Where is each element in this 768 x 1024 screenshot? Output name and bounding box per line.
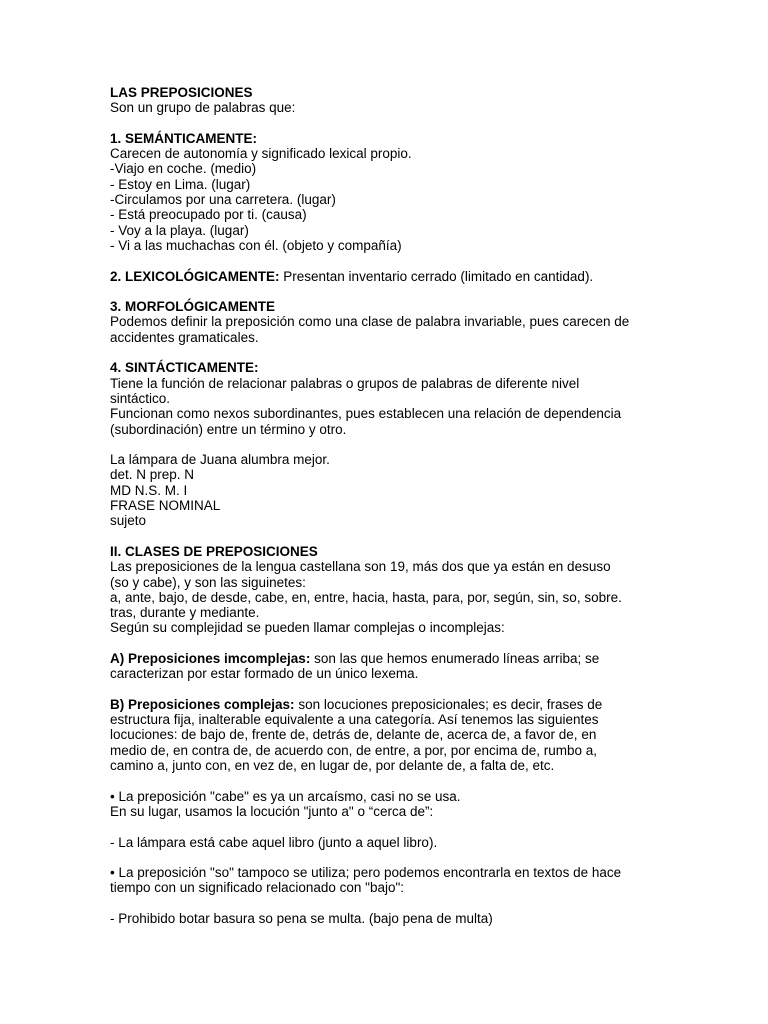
paragraph-line: (so y cabe), y son las siguinetes: <box>110 574 306 590</box>
paragraph-line <box>110 697 670 712</box>
bullet-line: • La preposición "so" tampoco se utiliza; pero podemos encontrarla en textos de hace <box>110 865 622 881</box>
example-line: - Vi a las muchachas con él. (objeto y compañía) <box>110 237 402 253</box>
paragraph-line: medio de, en contra de, de acuerdo con, de entre, a por, por encima de, rumbo a, <box>110 742 598 758</box>
example-line: -Viajo en coche. (medio) <box>110 161 257 177</box>
analysis-line: det. N prep. N <box>110 467 195 483</box>
paragraph-line: locuciones: de bajo de, frente de, detrás de, delante de, acerca de, a favor de, en <box>110 727 597 743</box>
paragraph-line: a, ante, bajo, de desde, cabe, en, entre, hacia, hasta, para, por, según, sin, so, sobre. <box>110 589 622 605</box>
section-heading: II. CLASES DE PREPOSICIONES <box>110 543 318 559</box>
paragraph-text: Presentan inventario cerrado (limitado en cantidad). <box>279 268 594 284</box>
paragraph-text: son locuciones preposicionales; es decir, frases de <box>294 696 603 712</box>
example-line: -Circulamos por una carretera. (lugar) <box>110 192 336 208</box>
so-note <box>110 865 670 896</box>
paragraph-line <box>110 269 670 284</box>
subsection-heading: B) Preposiciones complejas: <box>110 696 295 712</box>
bullet-line: • La preposición "cabe" es ya un arcaísmo, casi no se usa. <box>110 788 461 804</box>
example-line: - Voy a la playa. (lugar) <box>110 222 249 238</box>
cabe-note <box>110 789 670 820</box>
section-heading: 2. LEXICOLÓGICAMENTE: <box>110 268 280 284</box>
section-lexicologicamente <box>110 269 670 284</box>
paragraph-line: En su lugar, usamos la locución "junto a" o “cerca de”: <box>110 803 434 819</box>
paragraph-line: tiempo con un significado relacionado con "bajo": <box>110 880 405 896</box>
section-complejas <box>110 697 670 773</box>
paragraph-line: camino a, junto con, en vez de, en lugar de, por delante de, a falta de, etc. <box>110 758 555 774</box>
example-line: - Está preocupado por ti. (causa) <box>110 207 307 223</box>
analysis-line: sujeto <box>110 513 147 529</box>
cabe-example <box>110 835 670 850</box>
paragraph-line <box>110 651 670 666</box>
section-sintacticamente <box>110 360 670 436</box>
paragraph-text: son las que hemos enumerado líneas arriba; se <box>310 650 600 666</box>
document-title: LAS PREPOSICIONES <box>110 85 253 100</box>
paragraph-line: estructura fija, inalterable equivalente a una categoría. Así tenemos las siguientes <box>110 712 599 728</box>
intro-text: Son un grupo de palabras que: <box>110 100 296 116</box>
analysis-line: MD N.S. M. I <box>110 482 188 498</box>
section-heading: 4. SINTÁCTICAMENTE: <box>110 360 259 376</box>
section-heading: 3. MORFOLÓGICAMENTE <box>110 299 275 315</box>
example-sentence: La lámpara de Juana alumbra mejor. <box>110 452 330 468</box>
section-clases <box>110 544 670 636</box>
syntax-example <box>110 452 670 528</box>
so-example <box>110 911 670 926</box>
paragraph-line: Según su complejidad se pueden llamar complejas o incomplejas: <box>110 620 505 636</box>
subsection-heading: A) Preposiciones imcomplejas: <box>110 650 311 666</box>
paragraph-line: Carecen de autonomía y significado lexical propio. <box>110 146 412 162</box>
example-line: - Estoy en Lima. (lugar) <box>110 176 251 192</box>
example-line: - La lámpara está cabe aquel libro (junto a aquel libro). <box>110 834 438 850</box>
paragraph-line: Funcionan como nexos subordinantes, pues establecen una relación de dependencia <box>110 406 622 422</box>
section-semanticamente <box>110 131 670 253</box>
document-page <box>110 85 670 942</box>
section-incomplejas <box>110 651 670 682</box>
section-heading: 1. SEMÁNTICAMENTE: <box>110 130 258 146</box>
paragraph-line: sintáctico. <box>110 390 171 406</box>
paragraph-line: Tiene la función de relacionar palabras o grupos de palabras de diferente nivel <box>110 375 580 391</box>
paragraph-line: accidentes gramaticales. <box>110 329 259 345</box>
example-line: - Prohibido botar basura so pena se multa. (bajo pena de multa) <box>110 911 493 927</box>
analysis-line: FRASE NOMINAL <box>110 498 221 514</box>
paragraph-line: Las preposiciones de la lengua castellana son 19, más dos que ya están en desuso <box>110 559 611 575</box>
paragraph-line: tras, durante y mediante. <box>110 605 260 621</box>
paragraph-line: (subordinación) entre un término y otro. <box>110 421 347 437</box>
title-block <box>110 85 670 116</box>
paragraph-line: caracterizan por estar formado de un único lexema. <box>110 666 419 682</box>
paragraph-line: Podemos definir la preposición como una clase de palabra invariable, pues carecen de <box>110 314 630 330</box>
section-morfologicamente <box>110 299 670 345</box>
